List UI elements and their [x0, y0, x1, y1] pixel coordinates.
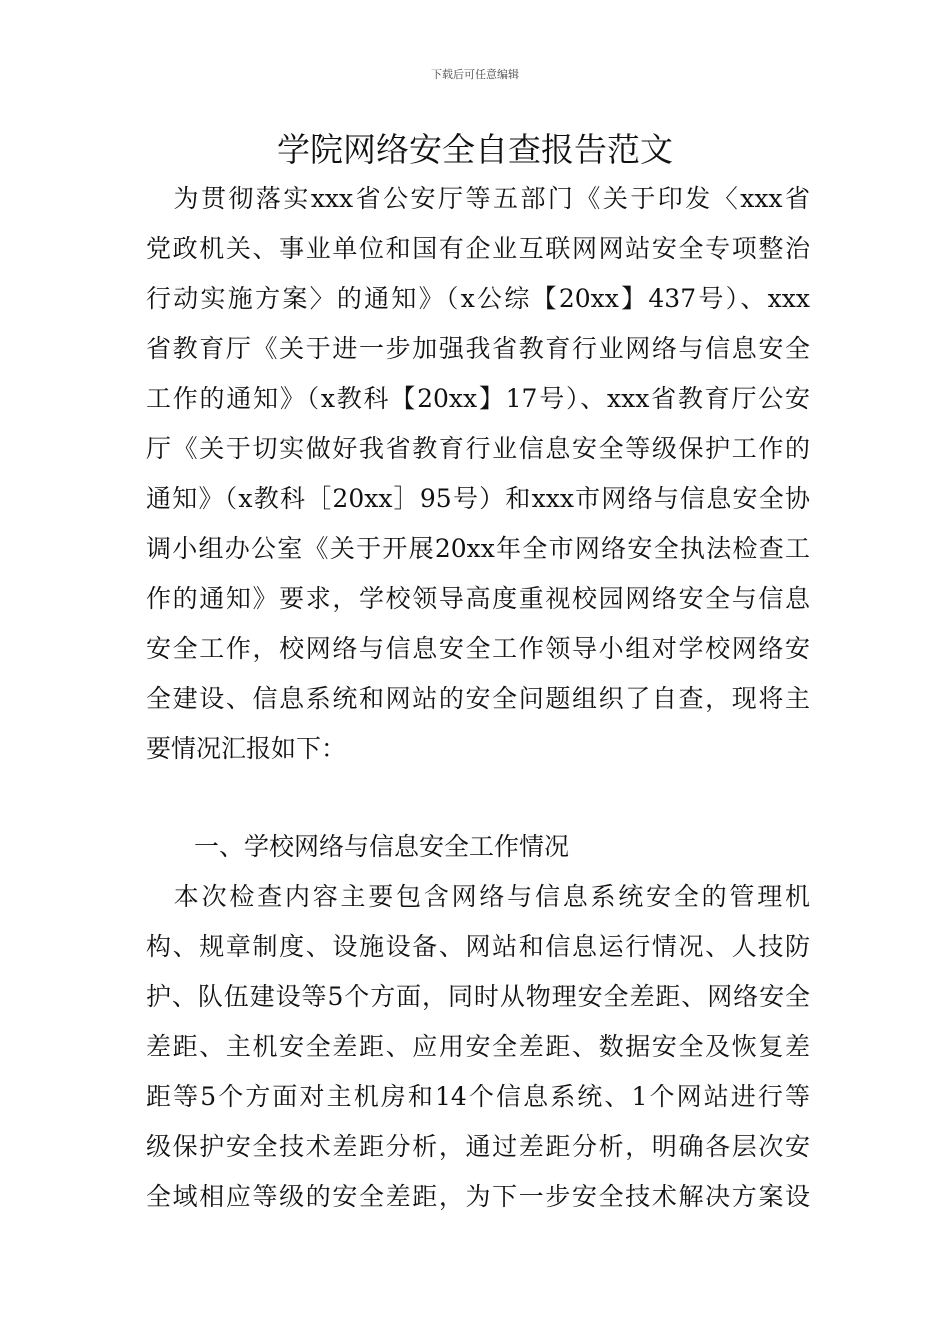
paragraph-line: 要情况汇报如下： — [146, 734, 347, 763]
section-heading: 一、学校网络与信息安全工作情况 — [194, 832, 570, 861]
paragraph-line: 全域相应等级的安全差距，为下一步安全技术解决方案设 — [146, 1182, 810, 1211]
paragraph-line: 安全工作，校网络与信息安全工作领导小组对学校网络安 — [146, 634, 810, 663]
paragraph-line: 为贯彻落实xxx省公安厅等五部门《关于印发〈xxx省 — [146, 184, 810, 213]
paragraph-line: 通知》（x教科［20xx］95号）和xxx市网络与信息安全协 — [146, 484, 810, 513]
document-title: 学院网络安全自查报告范文 — [277, 130, 673, 169]
paragraph-line: 调小组办公室《关于开展20xx年全市网络安全执法检查工 — [146, 534, 810, 563]
paragraph-line: 全建设、信息系统和网站的安全问题组织了自查，现将主 — [146, 684, 810, 713]
paragraph-line: 工作的通知》（x教科【20xx】17号）、xxx省教育厅公安 — [146, 384, 810, 413]
paragraph-line: 构、规章制度、设施设备、网站和信息运行情况、人技防 — [146, 932, 810, 961]
paragraph-line: 厅《关于切实做好我省教育行业信息安全等级保护工作的 — [146, 434, 810, 463]
paragraph-line: 作的通知》要求，学校领导高度重视校园网络安全与信息 — [146, 584, 810, 613]
paragraph-line: 级保护安全技术差距分析，通过差距分析，明确各层次安 — [146, 1132, 810, 1161]
paragraph-line: 本次检查内容主要包含网络与信息系统安全的管理机 — [146, 882, 810, 911]
paragraph-line: 省教育厅《关于进一步加强我省教育行业网络与信息安全 — [146, 334, 810, 363]
paragraph-line: 护、队伍建设等5个方面，同时从物理安全差距、网络安全 — [146, 982, 810, 1011]
paragraph-line: 距等5个方面对主机房和14个信息系统、1个网站进行等 — [146, 1082, 810, 1111]
paragraph-line: 行动实施方案〉的通知》（x公综【20xx】437号）、xxx — [146, 284, 810, 313]
header-note: 下载后可任意编辑 — [431, 68, 519, 81]
paragraph-line: 差距、主机安全差距、应用安全差距、数据安全及恢复差 — [146, 1032, 810, 1061]
paragraph-line: 党政机关、事业单位和国有企业互联网网站安全专项整治 — [146, 234, 810, 263]
